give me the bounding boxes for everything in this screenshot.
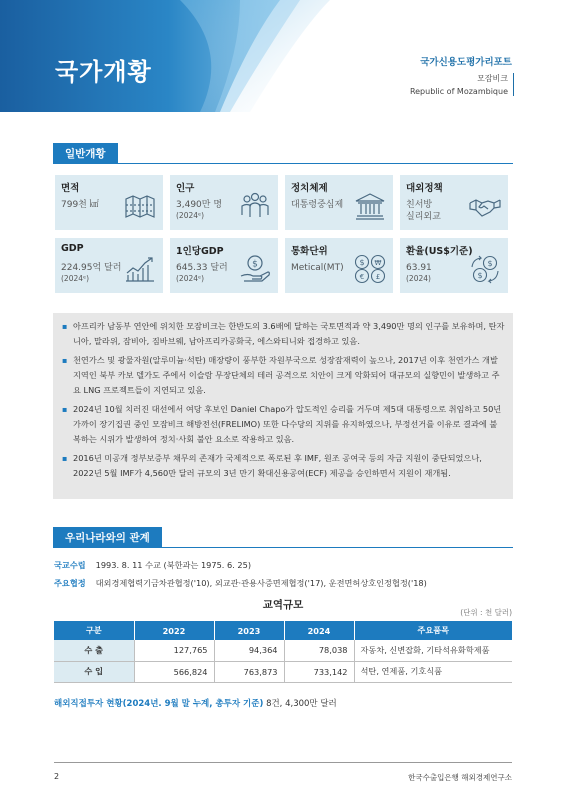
section-label-overview: 일반개황 [53,143,118,163]
row-label: 수 입 [54,661,134,682]
card-value-line1: 친서방 [406,200,433,210]
card-value: 대통령중심제 [291,200,344,210]
svg-text:₩: ₩ [374,259,382,267]
card-sub: (2024ᵉ) [61,274,90,283]
trade-header-row [54,621,512,640]
card-area [55,175,163,230]
agreements-key: 주요협정 [54,578,86,588]
card-value: Metical(MT) [291,263,344,273]
table-row [54,640,512,661]
bullet-item: ▪ 아프리카 남동부 연안에 위치한 모잠비크는 한반도의 3.6배에 달하는 국토면적과 약 3,490만 명의 인구를 보유하며, 탄자니아, 말라위, 잠비아, 짐바브웨, 남아프리카공화국, 에스와티니와 접경하고 있음. [61,319,505,349]
card-label: 정치체제 [291,183,328,194]
svg-text:€: € [359,273,365,281]
svg-text:$: $ [477,271,483,280]
card-politics [285,175,393,230]
card-label: 면적 [61,183,80,194]
overview-bullets [53,313,513,499]
handshake-icon [468,191,502,221]
bullet-item: ▪ 2016년 미공개 정부보증부 채무의 존재가 국제적으로 폭로된 후 IMF, 원조 공여국 등의 자금 지원이 중단되었으나, 2022년 5월 IMF가 4,560만 달러 규모의 3년 만기 확대신용공여(ECF) 제공을 승인하면서 지원이 재개됨. [61,451,505,481]
card-value: 63.91 [406,263,432,273]
agreements-value: 대외경제협력기금차관협정('10), 외교관·관용사증면제협정('17), 운전면허상호인정협정('18) [95,578,427,588]
card-value: 3,490만 명 [176,200,223,210]
card-label: GDP [61,243,84,254]
footer-org: 한국수출입은행 해외경제연구소 [408,773,512,782]
card-value [406,199,441,223]
cell-2023: 94,364 [214,640,284,661]
fdi-value: 8건, 4,300만 달러 [266,699,337,709]
section-divider [53,163,513,164]
card-label: 환율(US$기준) [406,246,473,257]
svg-text:$: $ [359,258,365,267]
page-title: 국가개황 [55,58,152,86]
svg-text:$: $ [252,259,258,270]
svg-text:£: £ [375,273,381,281]
card-population [170,175,278,230]
card-value: 224.95억 달러 [61,263,122,273]
government-building-icon [353,191,387,221]
card-sub: (2024) [406,274,431,283]
card-label: 통화단위 [291,246,328,257]
coin-hand-icon [238,254,272,284]
cell-items: 석탄, 연제품, 기호식품 [354,661,512,682]
currency-coins-icon [353,254,387,284]
cell-2023: 763,873 [214,661,284,682]
col-header: 주요품목 [354,621,512,640]
card-label: 인구 [176,183,195,194]
report-name: 국가신용도평가리포트 [420,57,512,68]
fdi-key: 해외직접투자 현황(2024년. 9월 말 누계, 총투자 기준) [54,699,264,709]
card-value: 645.33 달러 [176,263,228,273]
svg-text:$: $ [487,259,493,268]
card-sub: (2024ᵉ) [176,274,205,283]
diplomacy-value: 1993. 8. 11 수교 (북한과는 1975. 6. 25) [95,560,252,570]
country-name-block [410,72,512,98]
card-currency [285,238,393,293]
map-grid-icon [123,191,157,221]
card-label: 1인당GDP [176,246,224,257]
col-header: 2023 [214,621,284,640]
card-gdp [55,238,163,293]
country-name-ko: 모잠비크 [477,74,508,83]
card-value-line2: 실리외교 [406,212,441,222]
bullet-item: ▪ 2024년 10월 치러진 대선에서 여당 후보인 Daniel Chapo가 압도적인 승리를 거두며 제5대 대통령으로 취임하고 50년 가까이 장기집권 중인 모잠비크 해방전선(FRELIMO) 또한 다수당의 지위를 유지하였으나, 부정선거를 이유로 결과에 불복하는 시위가 발생하여 정치·사회 불안 요소로 작용하고 있음. [61,402,505,447]
country-divider [513,73,514,96]
country-name-en: Republic of Mozambique [409,87,508,96]
people-icon [238,191,272,221]
col-header: 2022 [134,621,214,640]
row-label: 수 출 [54,640,134,661]
cell-2022: 127,765 [134,640,214,661]
card-sub: (2024ᵉ) [176,211,205,220]
cell-2024: 733,142 [284,661,354,682]
cell-items: 자동차, 신변잡화, 기타석유화학제품 [354,640,512,661]
trade-title: 교역규모 [262,599,304,611]
growth-chart-icon [123,254,157,284]
card-gdp-per-capita [170,238,278,293]
page-number: 2 [54,772,60,781]
diplomacy-key: 국교수립 [54,560,86,570]
trade-unit: (단위 : 천 달러) [460,608,512,617]
card-label: 대외정책 [406,183,443,194]
section-divider [53,547,513,548]
currency-exchange-icon [468,254,502,284]
col-header: 구분 [54,621,134,640]
footer-divider [54,762,512,763]
fdi-row [54,697,337,709]
bullet-item: ▪ 천연가스 및 광물자원(알루미늄·석탄) 매장량이 풍부한 자원부국으로 성장잠재력이 높으나, 2017년 이후 천연가스 개발지역인 북부 카보 델가도 주에서 이슬람 무장단체의 테러 공격으로 치안이 크게 악화되어 대규모의 실향민이 발생하고 주요 LNG 프로젝트들이 지연되고 있음. [61,353,505,398]
card-foreign-policy [400,175,508,230]
table-row [54,661,512,682]
trade-table [54,621,512,683]
agreements-row [54,578,427,589]
cell-2024: 78,038 [284,640,354,661]
col-header: 2024 [284,621,354,640]
card-value: 799천 ㎢ [61,200,99,210]
cell-2022: 566,824 [134,661,214,682]
card-exchange-rate [400,238,508,293]
page-header [0,0,566,112]
section-label-relations: 우리나라와의 관계 [53,527,162,547]
diplomacy-row [54,560,251,571]
